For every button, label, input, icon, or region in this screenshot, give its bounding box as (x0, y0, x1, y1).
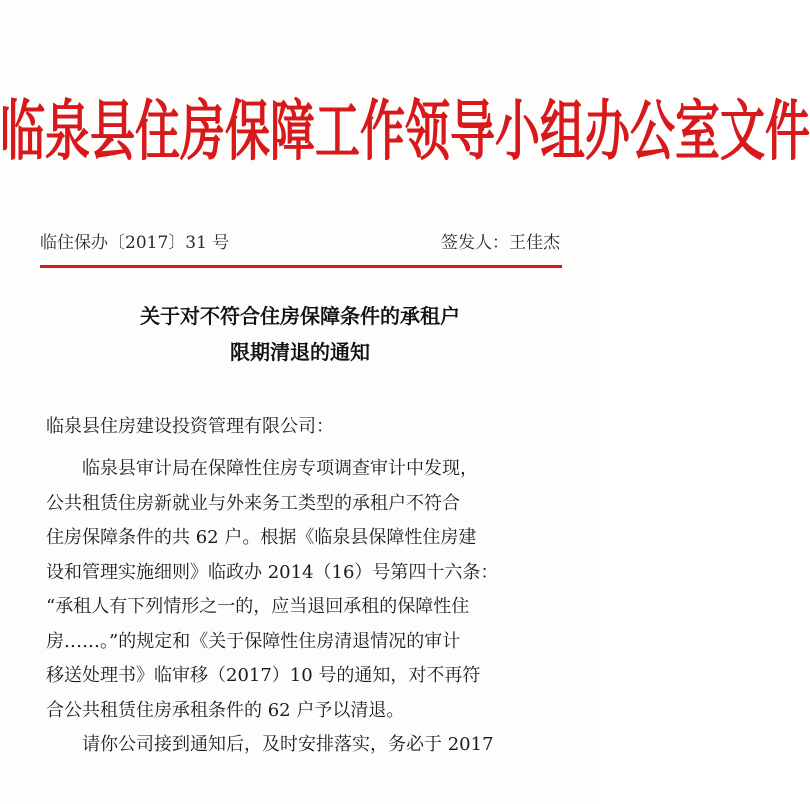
body-line: 住房保障条件的共 62 户。根据《临泉县保障性住房建 (46, 527, 477, 548)
body-line: 房……。”的规定和《关于保障性住房清退情况的审计 (46, 630, 461, 652)
recipient-line: 临泉县住房建设投资管理有限公司： (46, 416, 334, 437)
body-line: 移送处理书》临审移（2017）10 号的通知，对不再符 (46, 665, 481, 686)
body-line: 设和管理实施细则》临政办 2014（16）号第四十六条： (46, 561, 499, 583)
document-header-title: 临泉县住房保障工作领导小组办公室文件 (0, 92, 810, 170)
body-line: 合公共租赁住房承租条件的 62 户予以清退。 (46, 699, 405, 721)
body-line: “承租人有下列情形之一的，应当退回承租的保障性住 (46, 596, 470, 617)
body-line: 请你公司接到通知后，及时安排落实，务必于 2017 (82, 734, 494, 755)
body-line: 临泉县审计局在保障性住房专项调查审计中发现， (82, 458, 478, 479)
document-number: 临住保办〔2017〕31 号 (40, 233, 230, 253)
notice-body (46, 452, 556, 763)
notice-title-line-2: 限期清退的通知 (230, 340, 370, 364)
body-line: 公共租赁住房新就业与外来务工类型的承租户不符合 (46, 492, 460, 514)
notice-title (0, 298, 600, 370)
notice-title-line-1: 关于对不符合住房保障条件的承租户 (140, 304, 460, 328)
header-red-rule (40, 265, 562, 268)
issuer-signature: 签发人：王佳杰 (441, 233, 560, 253)
